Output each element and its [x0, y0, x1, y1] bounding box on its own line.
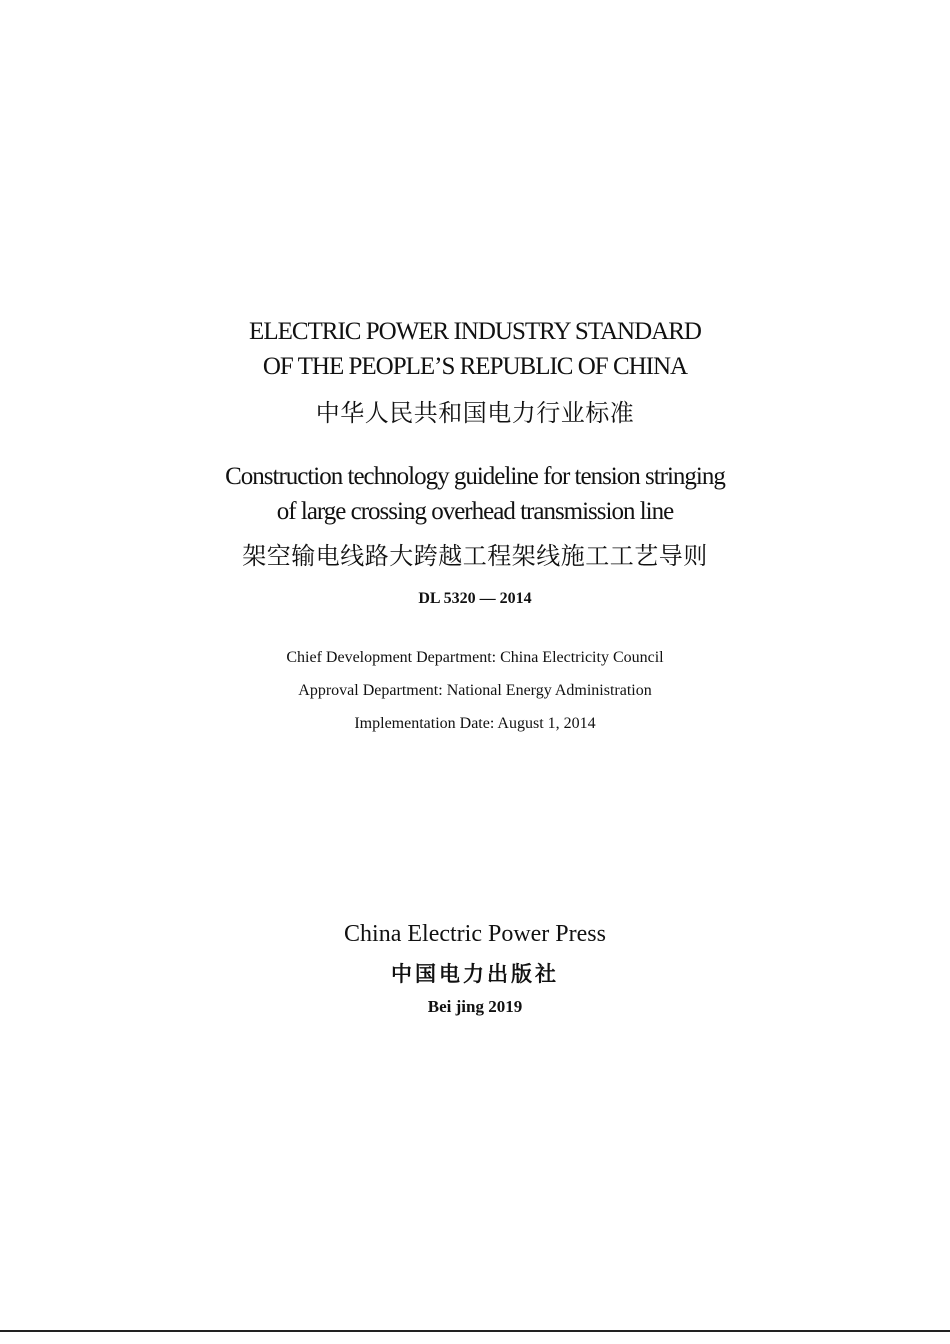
standard-title-line1: ELECTRIC POWER INDUSTRY STANDARD	[249, 318, 701, 345]
implementation-date: Implementation Date: August 1, 2014	[354, 715, 596, 732]
document-title-line2: of large crossing overhead transmission line	[276, 498, 674, 525]
chief-development-department: Chief Development Department: China Electricity Council	[286, 649, 664, 666]
standard-title-line2: OF THE PEOPLE’S REPUBLIC OF CHINA	[262, 353, 688, 380]
bottom-border-line	[0, 1330, 950, 1332]
publication-place-year: Bei jing 2019	[427, 997, 523, 1016]
standard-title-chinese: 中华人民共和国电力行业标准	[315, 399, 635, 427]
approval-department: Approval Department: National Energy Administration	[298, 682, 652, 699]
document-title-line1: Construction technology guideline for tension stringing	[225, 463, 725, 490]
document-title-chinese: 架空输电线路大跨越工程架线施工工艺导则	[242, 542, 708, 570]
publisher-name-english: China Electric Power Press	[344, 921, 606, 947]
publisher-name-chinese: 中国电力出版社	[391, 962, 559, 986]
standard-code: DL 5320 — 2014	[418, 590, 532, 607]
